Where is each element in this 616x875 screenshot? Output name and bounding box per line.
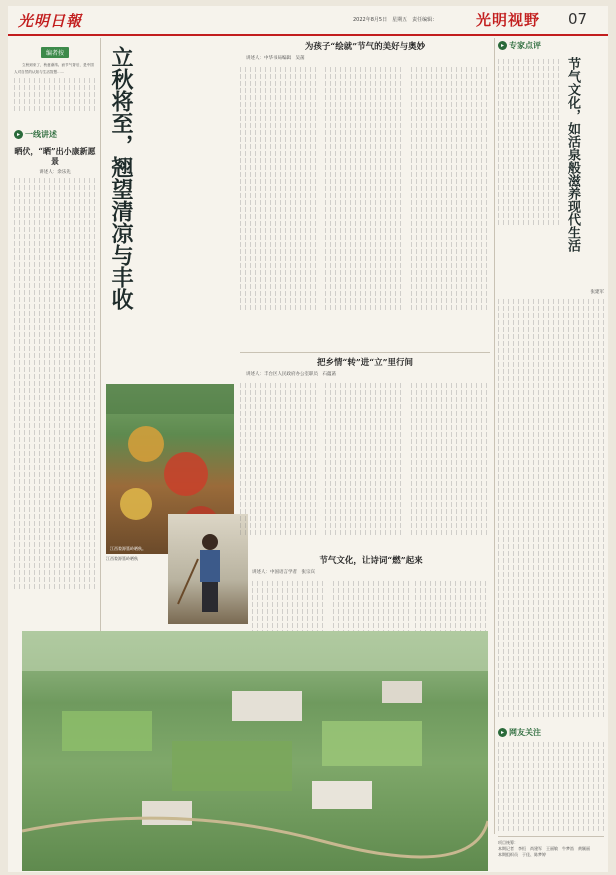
right-column [498, 40, 604, 858]
photo-village-landscape-svg [22, 631, 488, 871]
section-label-netizen: ▸ 网友关注 [498, 727, 604, 738]
article-a-title: 为孩子“绘就”节气的美好与奥妙 [304, 42, 426, 52]
expert-vertical-title: 节气文化，如活泉般滋养现代生活 [565, 57, 580, 252]
section-mark-icon: ▸ [14, 130, 23, 139]
footer-line1: 项目统筹： [498, 840, 518, 845]
left-column [14, 40, 96, 591]
article-c-byline: 讲述人：中国语言学者 张宗宾 [252, 570, 315, 575]
photo1-caption: 江西婺源篁岭晒秋。 [110, 546, 146, 551]
photo-villager [168, 514, 248, 624]
newspaper-page [8, 6, 608, 872]
article-a [240, 40, 490, 312]
footer-line2: 本期记者 李恒 尚建军 王丽敏 牛梦笛 黄颖丽 [498, 846, 590, 851]
editor-note-text: 立秋到来了，秋意渐浓。而节气背后，是中国人对自然的认知与生活智慧…… [14, 62, 96, 111]
article-a-body [240, 65, 490, 312]
article-a-byline: 讲述人：中华书局编辑 吴菡 [246, 56, 305, 61]
masthead [8, 6, 608, 36]
photo-villager-svg [168, 514, 248, 624]
footer-line3: 本期组织员 于佳、陈梦婷 [498, 852, 546, 857]
left-article-title: 晒伏，“晒”出小康新愿景 [14, 146, 96, 166]
left-article-byline: 讲述人：余乐先 [39, 170, 71, 175]
footer-credits [498, 836, 604, 858]
article-b-body [240, 381, 490, 537]
page-title: 光明视野 [476, 11, 541, 29]
newspaper-logo: 光明日報 [18, 12, 83, 30]
page-number: 07 [568, 10, 588, 28]
article-b [240, 356, 490, 537]
section-mark-icon: ▸ [498, 728, 507, 737]
article-b-title: 把乡情“转”进“立”里行间 [316, 358, 414, 368]
expert-body [498, 299, 604, 717]
left-article-body [14, 178, 96, 589]
expert-author: 张建军 [590, 290, 604, 295]
article-b-byline: 讲述人：丰台区人民政府办公室职员 石蕴菡 [246, 372, 336, 377]
photo-village-landscape [22, 631, 488, 871]
netizen-body [498, 742, 604, 831]
photo2-caption: 江西婺源篁岭晒秋 [106, 556, 138, 561]
expert-body-top [498, 57, 560, 287]
section-mark-icon: ▸ [498, 41, 507, 50]
section-label-expert: ▸ 专家点评 [498, 40, 604, 51]
article-c-title: 节气文化，让诗词“燃”起来 [319, 556, 423, 566]
section-label-frontline: ▸ 一线讲述 [14, 129, 96, 140]
main-title: 立秋将至，翘望清凉与丰收 [108, 46, 134, 310]
editor-note-label: 编者按 [41, 47, 69, 58]
issue-date: 2022年8月5日 星期五 责任编辑： [353, 17, 438, 23]
